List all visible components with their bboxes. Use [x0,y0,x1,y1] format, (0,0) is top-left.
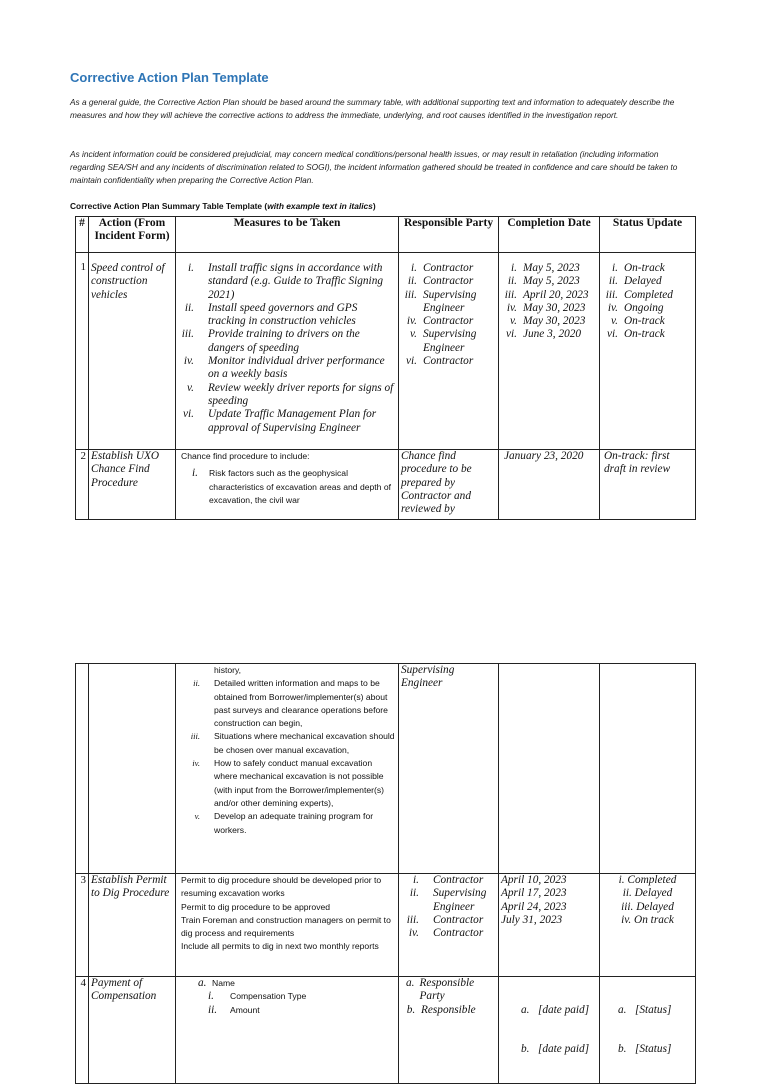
item-text: May 5, 2023 [523,275,580,288]
item-marker: vi. [607,328,618,341]
item-text: Contractor [433,913,484,926]
item-text: Supervising Engineer [423,328,477,354]
status-cell-empty [600,664,696,874]
item-text: Supervising Engineer [423,288,477,314]
item-marker: iv. [607,301,618,314]
header-measures: Measures to be Taken [176,217,399,253]
list-item [178,302,396,329]
item-text: Supervising Engineer [433,887,487,913]
item-text: Responsible [421,1003,476,1016]
party-cell [399,977,499,1084]
list-item [178,730,396,757]
party-cell: Chance find procedure to be prepared by Contractor and reviewed by [399,450,499,520]
document-title: Corrective Action Plan Template [70,70,269,85]
date-cell [499,977,600,1084]
item-text: On-track [624,315,665,328]
row-number: 2 [76,450,89,520]
date-cell [499,253,600,450]
item-text: Provide training to drivers on the dangers of speeding [208,328,360,354]
item-marker: v. [187,381,194,394]
table-header-row [76,217,696,253]
list-item [401,355,496,368]
measures-list [178,262,396,435]
item-marker: iii. [605,288,618,301]
date-item: a. [date paid] [521,1003,590,1016]
list-item [178,810,396,837]
item-text: June 3, 2020 [523,328,582,341]
list-item: July 31, 2023 [501,913,563,926]
list-item [178,382,396,409]
header-status-update: Status Update [600,217,696,253]
list-item: April 17, 2023 [501,887,567,900]
item-marker: iii. [404,288,417,301]
date-cell-empty [499,664,600,874]
list-item [401,315,496,328]
list-item: i. Completed [618,874,677,886]
list-item: Train Foreman and construction managers on permit to dig process and requirements [181,914,391,939]
item-text: Install speed governors and GPS tracking in construction vehicles [208,301,358,328]
item-text: May 30, 2023 [523,301,586,314]
item-marker: ii. [193,678,200,689]
list-item [501,315,597,328]
list-item [501,262,597,275]
date-item: b. [date paid] [521,1043,590,1056]
item-marker: iii. [504,288,517,301]
item-marker: v. [194,811,200,822]
status-cell [600,874,696,977]
item-text: Contractor [423,262,474,274]
action-cell: Establish Permit to Dig Procedure [89,874,176,977]
list-item: April 10, 2023 [501,874,567,886]
item-text: Risk factors such as the geophysical characteristics of excavation areas and depth of excavation, the civil war [209,468,392,505]
list-item: Permit to dig procedure to be approved [181,901,331,912]
list-item [602,328,693,341]
item-text: May 5, 2023 [523,262,580,274]
list-item [401,927,496,940]
summary-table-continued [75,663,696,1084]
table-row-2 [76,450,696,520]
date-cell: January 23, 2020 [499,450,600,520]
item-marker: iii. [406,913,419,926]
item-marker: a. [198,977,207,989]
item-marker: v. [410,328,417,341]
party-cell: Supervising Engineer [399,664,499,874]
item-text: Amount [230,1004,260,1015]
item-marker: ii. [407,275,417,288]
list-item [178,757,396,810]
item-marker: i. [612,262,618,274]
header-action: Action (From Incident Form) [89,217,176,253]
item-marker: v. [510,315,517,328]
measures-list [181,874,396,954]
item-marker: iv. [506,301,517,314]
list-item: ii. Delayed [622,887,673,900]
list-item: April 24, 2023 [501,900,567,913]
action-cell: Payment of Compensation [89,977,176,1084]
list-item [401,275,496,288]
item-marker: iii. [181,328,194,341]
item-marker: ii. [507,275,517,288]
status-list [602,262,693,342]
item-text: May 30, 2023 [523,315,586,328]
row-number: 3 [76,874,89,977]
item-marker: iv. [192,758,200,769]
measures-cell [176,253,399,450]
item-marker: i. [208,990,214,1003]
measures-list [178,677,396,837]
item-marker: iii. [190,731,200,742]
action-cell: Speed control of construction vehicles [89,253,176,450]
sub-item [178,1004,396,1017]
party-cell [399,874,499,977]
item-text: Delayed [624,275,662,288]
item-text: Contractor [423,275,474,288]
header-responsible-party: Responsible Party [399,217,499,253]
item-text: Review weekly driver reports for signs of speeding [208,381,394,407]
table-row-2-continued [76,664,696,874]
item-marker: v. [611,315,618,328]
item-marker: a. [406,977,415,989]
list-item [602,302,693,315]
measures-cell [176,874,399,977]
item-text: Develop an adequate training program for workers. [214,811,374,835]
list-item: Include all permits to dig in next two monthly reports [181,941,379,952]
item-marker: ii. [208,1003,218,1016]
item-marker: ii. [608,275,618,288]
list-item [602,315,693,328]
list-item [401,874,496,887]
row-number: 4 [76,977,89,1084]
list-item [501,302,597,315]
party-item [401,977,496,1004]
sub-item [178,990,396,1003]
list-item [501,275,597,288]
measure-item [181,467,396,507]
list-item: Permit to dig procedure should be developed prior to resuming excavation works [181,875,382,899]
action-cell: Establish UXO Chance Find Procedure [89,450,176,520]
status-cell: On-track: first draft in review [600,450,696,520]
list-item [501,328,597,341]
item-text: Contractor [433,874,484,886]
item-text: On-track [624,262,665,274]
party-cell [399,253,499,450]
list-item [178,262,396,302]
measures-intro: Chance find procedure to include: [181,451,310,461]
item-marker: vi. [406,355,417,368]
status-list [602,874,693,927]
item-text: Situations where mechanical excavation should be chosen over manual excavation, [214,731,395,755]
item-marker: vi. [183,408,194,421]
item-marker: ii. [184,301,194,314]
party-list [401,262,496,368]
party-item [401,1004,496,1017]
list-item [178,355,396,382]
item-text: Contractor [423,355,474,368]
list-item [401,914,496,927]
item-marker: i. [188,262,194,274]
table-row-1 [76,253,696,450]
continued-text: history, [214,665,242,675]
item-text: April 20, 2023 [523,288,589,301]
item-marker: b. [406,1003,416,1016]
item-marker: iv. [183,355,194,368]
row-number: 1 [76,253,89,450]
item-text: Install traffic signs in accordance with standard (e.g. Guide to Traffic Signing 2021) [208,262,383,301]
item-text: Responsible Party [419,977,475,1003]
table-row-4 [76,977,696,1084]
item-text: On-track [624,328,665,341]
item-marker: iv. [406,315,417,328]
item-text: Monitor individual driver performance on a weekly basis [208,355,385,381]
item-text: Detailed written information and maps to be obtained from Borrower/implementer(s) about past surveys and clearance operations before construction can begin, [214,678,388,729]
item-text: Completed [624,288,673,301]
document-page-2 [0,620,768,1056]
action-cell-empty [89,664,176,874]
status-cell [600,977,696,1084]
list-item [602,262,693,275]
list-item [401,262,496,275]
date-cell [499,874,600,977]
item-marker: i. [511,262,517,274]
item-text: Ongoing [624,301,664,314]
item-text: Update Traffic Management Plan for approval of Supervising Engineer [208,408,377,434]
status-item: a. [Status] [618,1003,672,1016]
status-cell [600,253,696,450]
item-marker: vi. [506,328,517,341]
measure-item [178,977,396,990]
measures-cell [176,450,399,520]
item-marker: i. [413,874,419,886]
list-item [178,408,396,435]
intro-paragraph: As a general guide, the Corrective Action Plan should be based around the summary table, with additional supporting text and information to adequately describe the measures and how they will achieve the corrective actions to address the immediate, underlying, and root causes identified in the investigation report. [70,97,675,121]
list-item [401,887,496,914]
item-text: Compensation Type [230,991,307,1002]
list-item: iv. On track [621,913,674,926]
header-completion-date: Completion Date [499,217,600,253]
item-marker: iv. [408,927,419,940]
item-marker: ii. [409,887,419,900]
item-text: Contractor [423,315,474,328]
table-caption: Corrective Action Plan Summary Table Template (with example text in italics) [70,201,376,211]
list-item [401,289,496,316]
date-list [501,874,597,927]
measures-cell [176,664,399,874]
confidentiality-paragraph: As incident information could be considered prejudicial, may concern medical conditions/personal health issues, or may result in retaliation (including information regarding SEA/SH and any incidents of discrimination related to SOGI), the incident information gathered should be treated in confidence and care should be taken to maintain confidentiality when preparing the Corrective Action Plan. [70,149,678,186]
table-row-3 [76,874,696,977]
item-marker: i. [411,262,417,274]
measures-cell [176,977,399,1084]
list-item [178,328,396,355]
item-text: How to safely conduct manual excavation where mechanical excavation is not possible (with input from the Borrower/implementer(s) and/or other demining experts), [214,758,385,808]
row-number-empty [76,664,89,874]
status-item: b. [Status] [618,1043,672,1056]
item-text: Name [212,978,235,988]
party-list [401,874,496,940]
item-text: Contractor [433,927,484,940]
list-item [178,677,396,730]
list-item [501,289,597,302]
list-item [401,328,496,355]
list-item [602,289,693,302]
list-item: iii. Delayed [621,900,674,913]
date-list [501,262,597,342]
summary-table [75,216,696,520]
list-item [602,275,693,288]
header-number: # [76,217,89,253]
item-marker: i. [192,467,198,480]
